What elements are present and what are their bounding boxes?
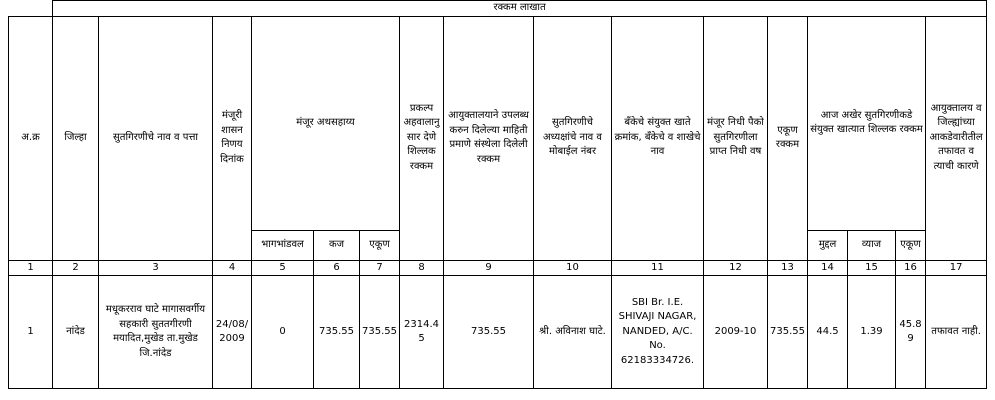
col-number: 17: [926, 260, 987, 276]
col-number: 14: [808, 260, 848, 276]
col-number: 13: [768, 260, 808, 276]
cell-chairman: श्री. अविनाश घाटे.: [534, 276, 612, 389]
col-number: 6: [314, 260, 360, 276]
cell-bank: SBI Br. I.E. SHIVAJI NAGAR, NANDED, A/C. No. 62183334726.: [612, 276, 704, 389]
header-sanctioned-aid: मंजूर अथसहाय्य: [252, 16, 400, 230]
cell-share-capital: 0: [252, 276, 314, 389]
header-chairman: सुतगिरणीचे अध्यक्षांचे नाव व मोबाईल नंबर: [534, 16, 612, 260]
cell-year: 2009-10: [704, 276, 768, 389]
cell-total: 735.55: [360, 276, 400, 389]
fund-table: [8, 0, 987, 389]
col-number: 5: [252, 260, 314, 276]
header-principal: मुद्दल: [808, 230, 848, 260]
cell-project-balance: 2314.45: [400, 276, 444, 389]
cell-given-amount: 735.55: [444, 276, 534, 389]
cell-balance-total: 45.89: [896, 276, 926, 389]
header-remarks: आयुक्तालय व जिल्ह्यांच्या आकडेवारीतील तफावत व त्याची कारणे: [926, 16, 987, 260]
amount-unit-header: रक्कम लाखात: [53, 1, 987, 17]
header-total: एकूण: [360, 230, 400, 260]
col-number: 9: [444, 260, 534, 276]
col-number: 3: [99, 260, 213, 276]
header-balance-total: एकूण: [896, 230, 926, 260]
header-mill: सुतगिरणीचे नाव व पत्ता: [99, 16, 213, 260]
cell-remarks: तफावत नाही.: [926, 276, 987, 389]
cell-sr: 1: [9, 276, 53, 389]
header-given-amount: आयुक्तालयाने उपलब्ध करुन दिलेल्या माहिती प्रमाणे संस्थेला दिलेली रक्कम: [444, 16, 534, 260]
table-row: [9, 276, 987, 389]
col-number: 1: [9, 260, 53, 276]
col-number: 16: [896, 260, 926, 276]
header-bank: बँकेचे संयुक्त खाते क्रमांक, बँकेचे व शाखेचे नाव: [612, 16, 704, 260]
cell-interest: 1.39: [848, 276, 896, 389]
cell-total-amount: 735.55: [768, 276, 808, 389]
col-number: 7: [360, 260, 400, 276]
col-number: 8: [400, 260, 444, 276]
header-date: मंजूरी शासन निणय दिनांक: [213, 16, 252, 260]
header-project-balance: प्रकल्प अहवालानुसार देणे शिल्लक रक्कम: [400, 16, 444, 260]
col-number: 15: [848, 260, 896, 276]
header-district: जिल्हा: [53, 16, 99, 260]
header-received-year: मंजूर निधी पैको सुतगिरणीला प्राप्त निधी वष: [704, 16, 768, 260]
col-number: 11: [612, 260, 704, 276]
cell-loan: 735.55: [314, 276, 360, 389]
header-interest: व्याज: [848, 230, 896, 260]
cell-district: नांदेड: [53, 276, 99, 389]
cell-mill: मधूकरराव घाटे मागासवर्गीय सहकारी सुततगीरणी मयादित,मुखेड ता.मुखेड जि.नांदेड: [99, 276, 213, 389]
cell-date: 24/08/2009: [213, 276, 252, 389]
header-balance-group: आज अखेर सुतगिरणीकडे संयुक्त खात्यात शिल्लक रक्कम: [808, 16, 926, 230]
header-sr: अ.क्र: [9, 16, 53, 260]
header-share-capital: भागभांडवल: [252, 230, 314, 260]
col-number: 12: [704, 260, 768, 276]
col-number: 10: [534, 260, 612, 276]
cell-principal: 44.5: [808, 276, 848, 389]
header-total-amount: एकूण रक्कम: [768, 16, 808, 260]
header-loan: कज: [314, 230, 360, 260]
col-number: 2: [53, 260, 99, 276]
col-number: 4: [213, 260, 252, 276]
